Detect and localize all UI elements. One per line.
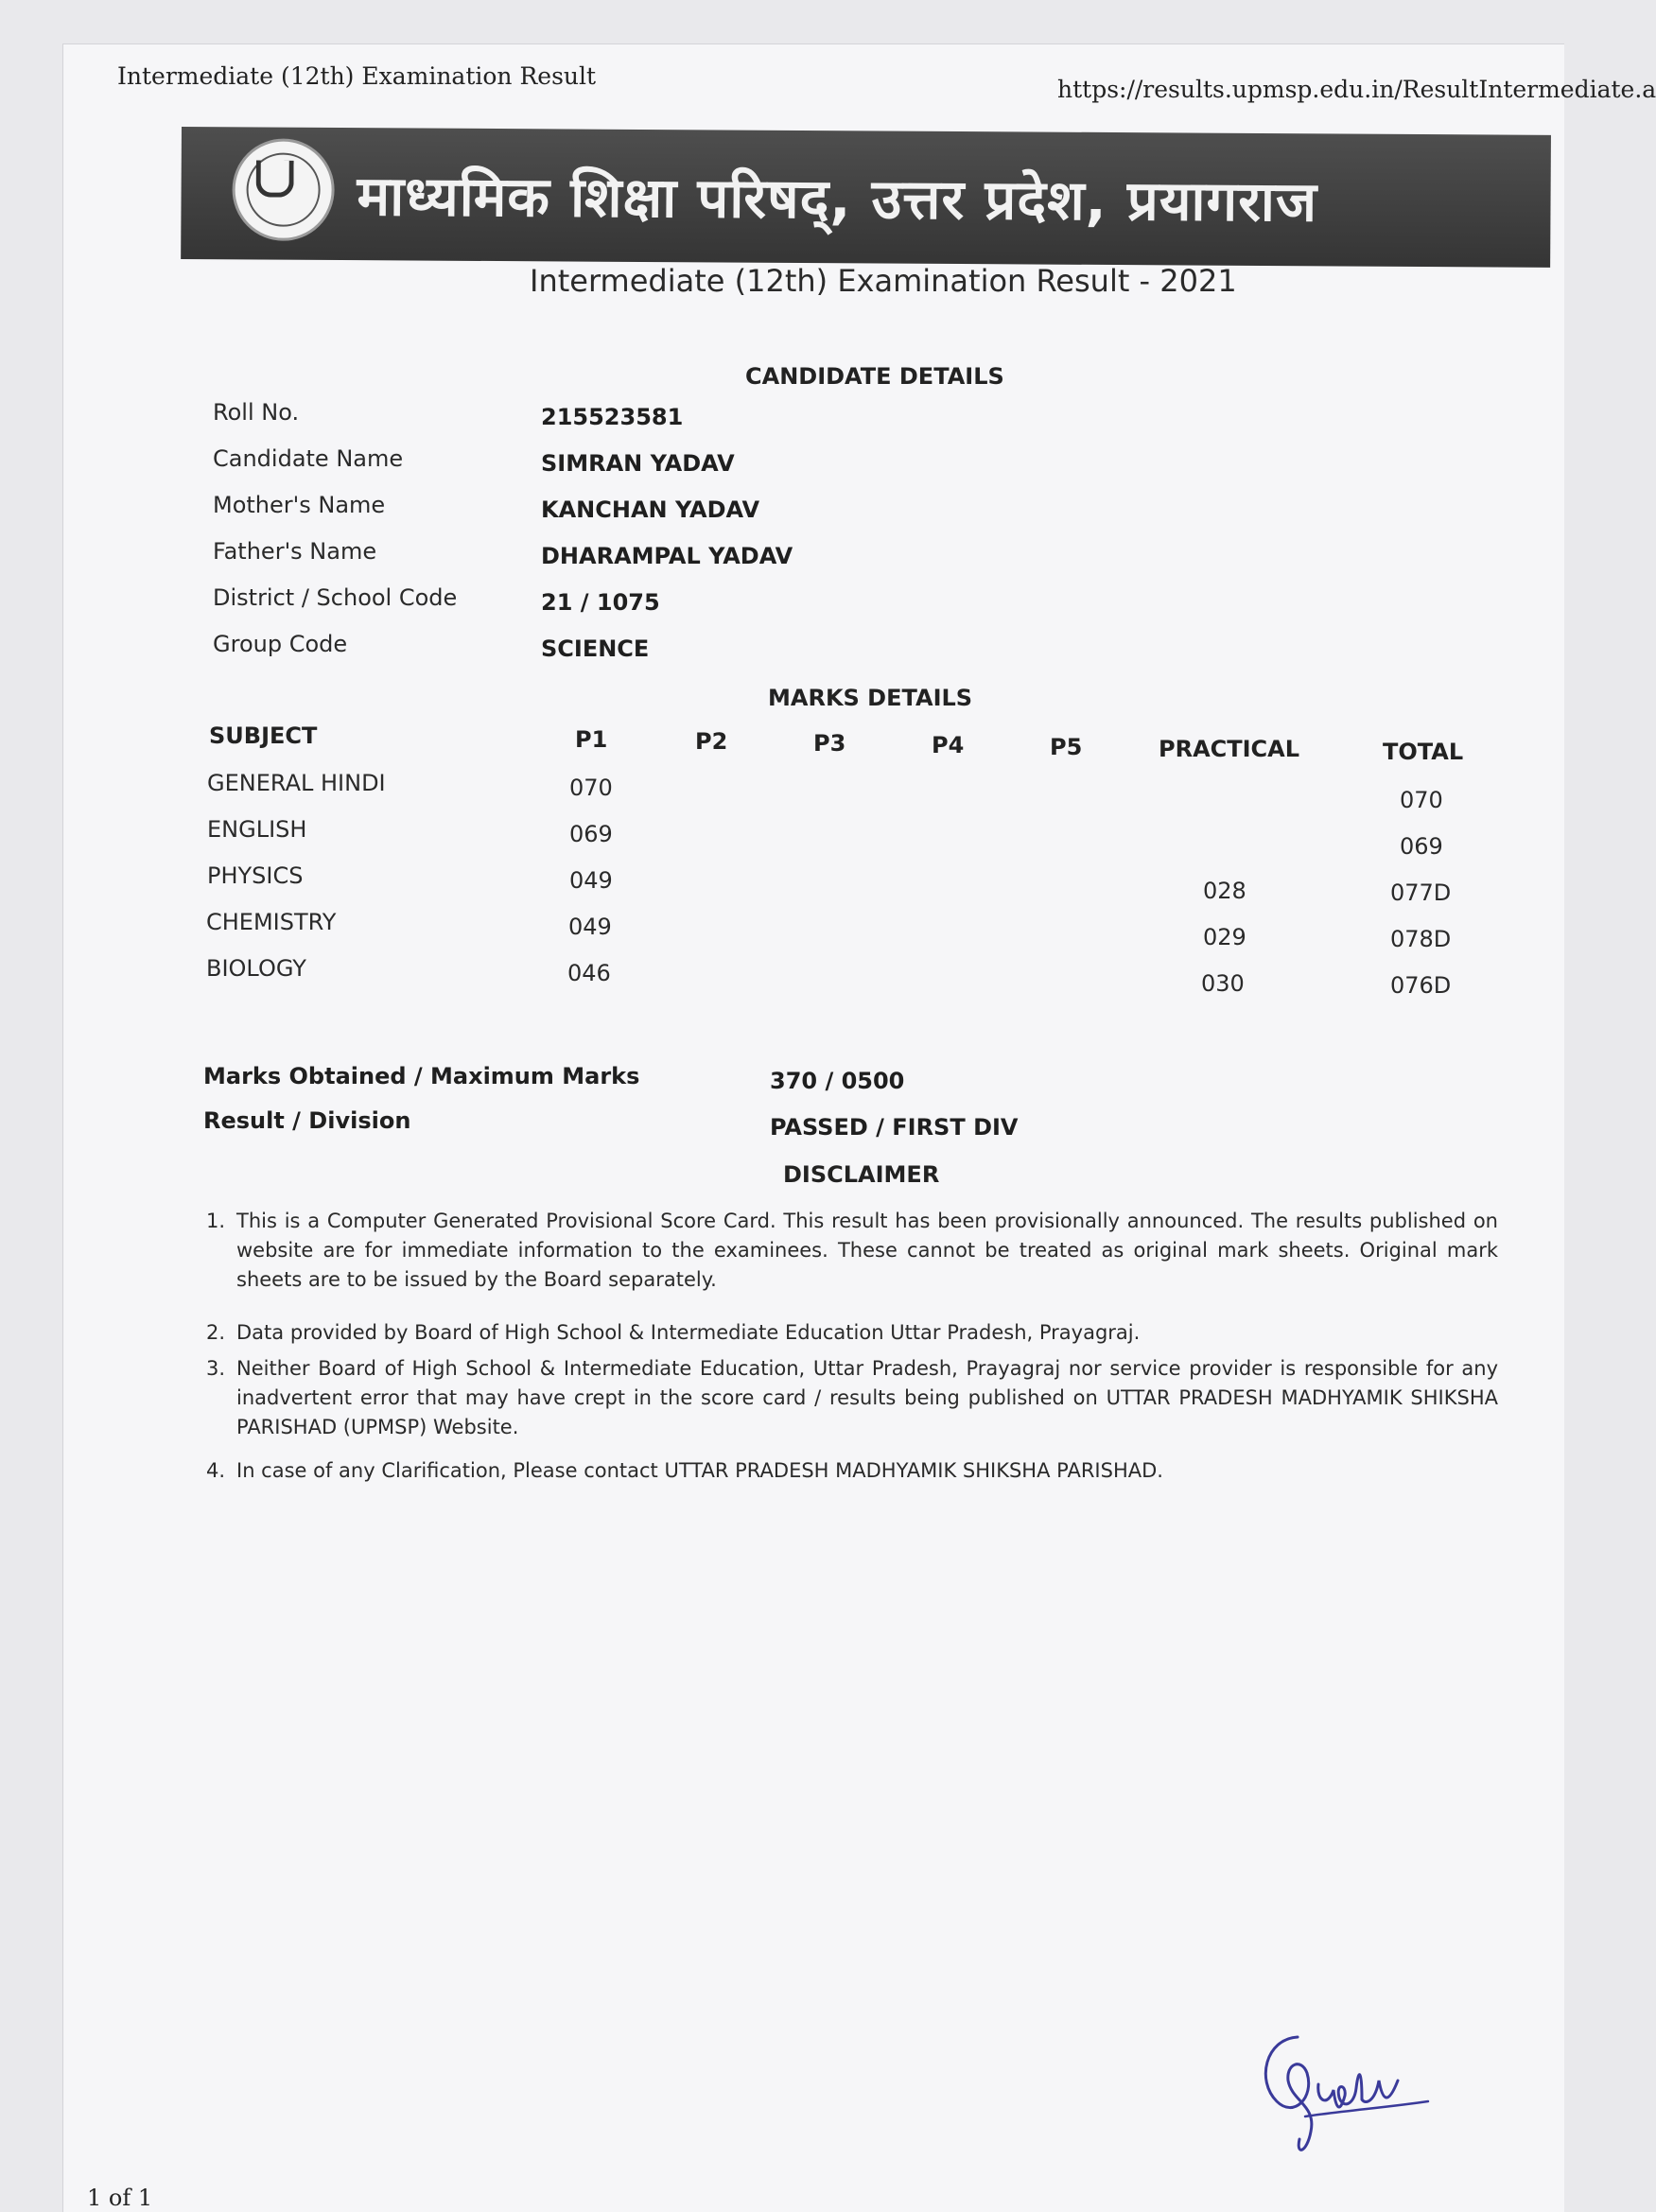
print-header-url[interactable]: https://results.upmsp.edu.in/ResultIntermediate.a xyxy=(1057,76,1656,103)
row-5-p1: 046 xyxy=(567,960,611,986)
col-p1: P1 xyxy=(575,726,608,753)
candidate-name-label: Candidate Name xyxy=(213,445,404,472)
row-4-total: 078D xyxy=(1390,926,1452,952)
father-name-value: DHARAMPAL YADAV xyxy=(541,543,793,569)
father-name-label: Father's Name xyxy=(213,538,377,565)
candidate-name-value: SIMRAN YADAV xyxy=(541,450,735,477)
disclaimer-item-number: 2. xyxy=(206,1321,226,1344)
col-p3: P3 xyxy=(813,730,846,757)
handwritten-signature xyxy=(1248,2014,1438,2166)
row-5-total: 076D xyxy=(1390,972,1452,999)
marks-details-heading: MARKS DETAILS xyxy=(768,685,973,711)
result-division-value: PASSED / FIRST DIV xyxy=(770,1114,1019,1141)
row-2-subject: ENGLISH xyxy=(207,816,307,843)
disclaimer-item-number: 3. xyxy=(206,1357,226,1380)
board-seal-icon xyxy=(232,138,335,241)
disclaimer-item xyxy=(206,1456,1498,1486)
group-code-value: SCIENCE xyxy=(541,636,650,662)
col-subject: SUBJECT xyxy=(209,723,318,749)
row-2-total: 069 xyxy=(1400,833,1443,860)
row-4-subject: CHEMISTRY xyxy=(206,909,337,935)
disclaimer-item-number: 4. xyxy=(206,1459,226,1482)
row-4-practical: 029 xyxy=(1203,924,1246,950)
disclaimer-item xyxy=(206,1207,1498,1295)
row-2-p1: 069 xyxy=(569,821,613,847)
roll-no-value: 215523581 xyxy=(541,404,684,430)
roll-no-label: Roll No. xyxy=(213,399,300,426)
marks-obtained-value: 370 / 0500 xyxy=(770,1068,905,1094)
col-p5: P5 xyxy=(1050,734,1083,760)
row-5-subject: BIOLOGY xyxy=(206,955,306,982)
row-5-practical: 030 xyxy=(1201,970,1245,997)
result-division-label: Result / Division xyxy=(203,1107,411,1134)
disclaimer-item-text: Data provided by Board of High School & Intermediate Education Uttar Pradesh, Prayagraj. xyxy=(236,1321,1141,1344)
mother-name-value: KANCHAN YADAV xyxy=(541,496,760,523)
group-code-label: Group Code xyxy=(213,631,348,657)
print-header-title: Intermediate (12th) Examination Result xyxy=(117,62,597,90)
disclaimer-item-text: Neither Board of High School & Intermediate Education, Uttar Pradesh, Prayagraj nor service provider is responsible for any inadvertent error that may have crept in the score card / results being published on UTTAR PRADESH MADHYAMIK SHIKSHA PARISHAD (UPMSP) Website. xyxy=(236,1357,1498,1438)
disclaimer-item-number: 1. xyxy=(206,1210,226,1232)
row-3-practical: 028 xyxy=(1203,878,1246,904)
col-total: TOTAL xyxy=(1383,739,1464,765)
col-p2: P2 xyxy=(695,728,728,755)
board-name: माध्यमिक शिक्षा परिषद्, उत्तर प्रदेश, प्रयागराज xyxy=(357,164,1318,235)
disclaimer-item xyxy=(206,1318,1498,1348)
candidate-details-heading: CANDIDATE DETAILS xyxy=(745,363,1004,390)
col-p4: P4 xyxy=(932,732,965,758)
row-4-p1: 049 xyxy=(568,914,612,940)
disclaimer-item-text: This is a Computer Generated Provisional Score Card. This result has been provisionally announced. The results published on website are for immediate information to the examinees. These cannot be treated as original mark sheets. Original mark sheets are to be issued by the Board separately. xyxy=(236,1210,1498,1291)
district-school-code-label: District / School Code xyxy=(213,584,458,611)
disclaimer-item xyxy=(206,1354,1498,1442)
disclaimer-item-text: In case of any Clarification, Please contact UTTAR PRADESH MADHYAMIK SHIKSHA PARISHAD. xyxy=(236,1459,1163,1482)
col-practical: PRACTICAL xyxy=(1159,736,1300,762)
board-banner xyxy=(181,127,1551,268)
row-3-p1: 049 xyxy=(569,867,613,894)
page-count: 1 of 1 xyxy=(87,2185,153,2211)
disclaimer-heading: DISCLAIMER xyxy=(783,1161,940,1188)
district-school-code-value: 21 / 1075 xyxy=(541,589,660,616)
exam-title: Intermediate (12th) Examination Result - 2021 xyxy=(530,263,1237,299)
row-3-subject: PHYSICS xyxy=(207,862,304,889)
row-1-p1: 070 xyxy=(569,775,613,801)
row-1-total: 070 xyxy=(1400,787,1443,813)
mother-name-label: Mother's Name xyxy=(213,492,386,518)
row-1-subject: GENERAL HINDI xyxy=(207,770,386,796)
marks-obtained-label: Marks Obtained / Maximum Marks xyxy=(203,1063,640,1089)
row-3-total: 077D xyxy=(1390,880,1452,906)
